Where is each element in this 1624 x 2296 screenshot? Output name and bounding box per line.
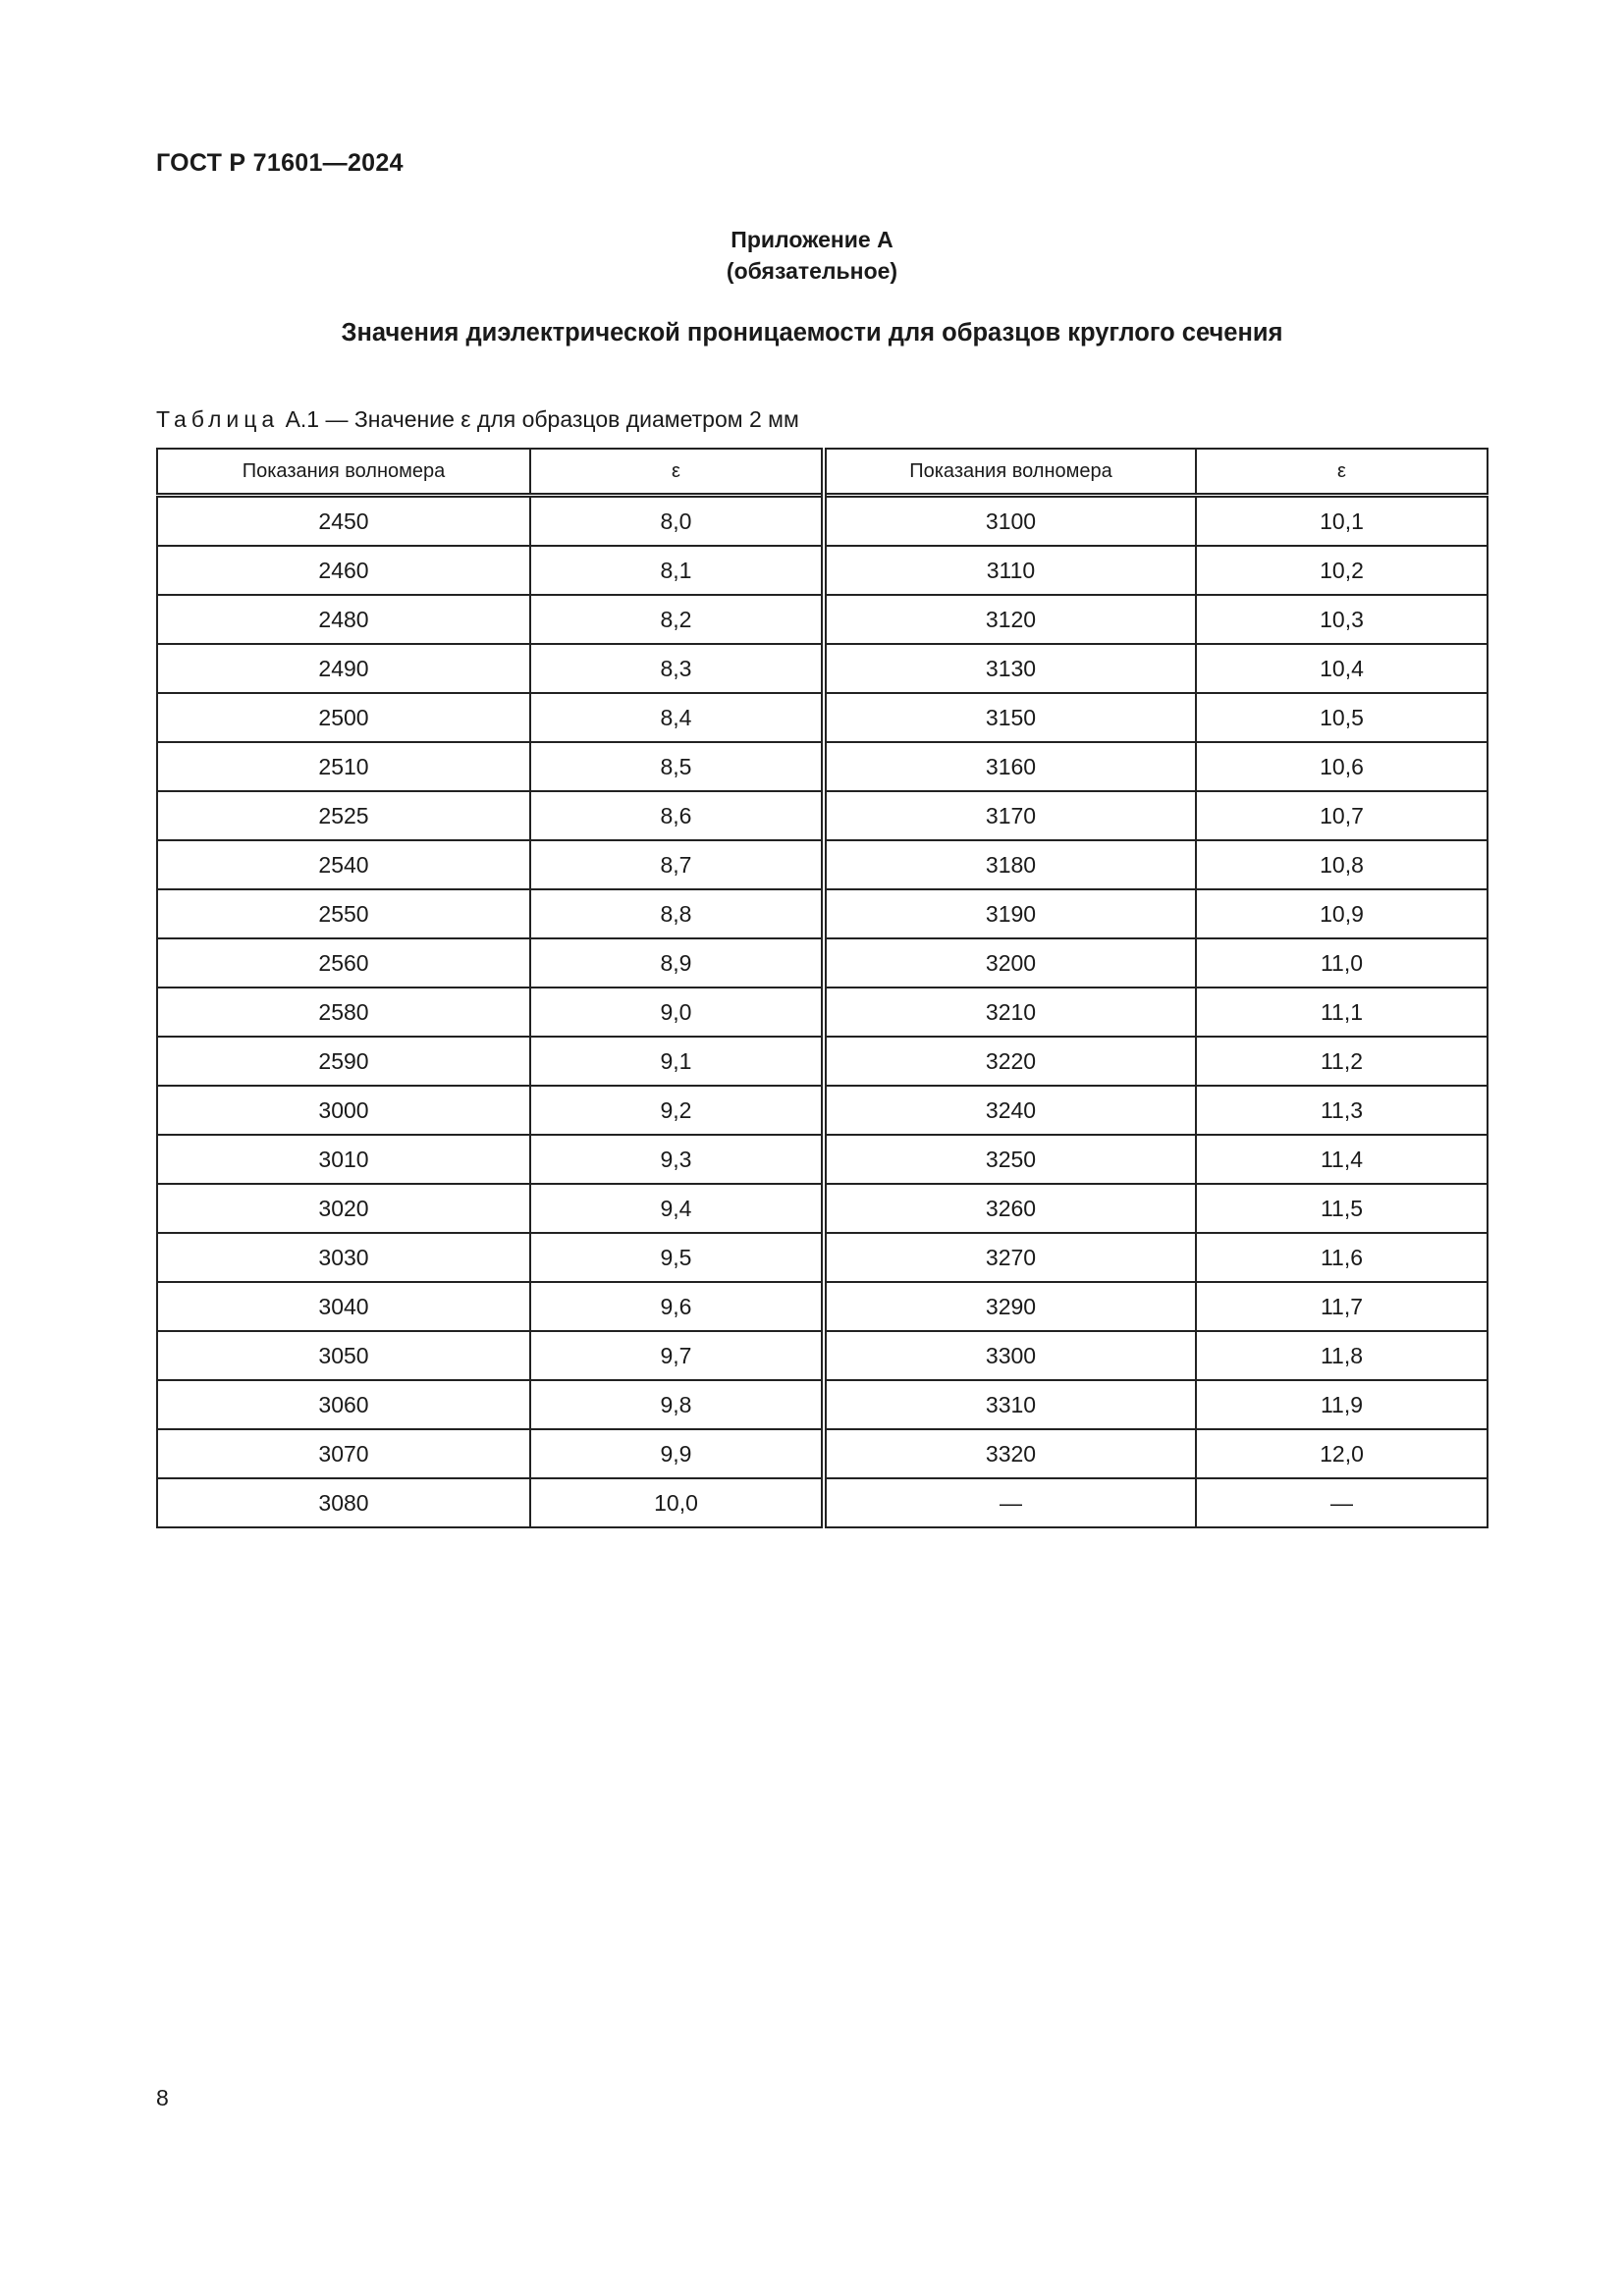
table-row [157,1233,1488,1282]
header-wavemeter-left: Показания волномера [157,449,530,496]
cell-wavemeter-right: 3320 [824,1429,1196,1478]
cell-wavemeter-left: 3040 [157,1282,530,1331]
cell-wavemeter-right: 3120 [824,595,1196,644]
cell-epsilon-right: 10,1 [1196,496,1488,547]
table-row [157,1282,1488,1331]
permittivity-table [156,448,1489,1528]
table-body [157,496,1488,1528]
cell-epsilon-right: 11,8 [1196,1331,1488,1380]
table-row [157,988,1488,1037]
cell-wavemeter-left: 3020 [157,1184,530,1233]
cell-wavemeter-left: 2525 [157,791,530,840]
cell-wavemeter-right: 3150 [824,693,1196,742]
cell-wavemeter-left: 2580 [157,988,530,1037]
cell-wavemeter-left: 3050 [157,1331,530,1380]
cell-wavemeter-left: 2480 [157,595,530,644]
table-row [157,1331,1488,1380]
document-code: ГОСТ Р 71601—2024 [156,149,404,177]
cell-wavemeter-left: 2540 [157,840,530,889]
cell-wavemeter-right: 3160 [824,742,1196,791]
cell-epsilon-right: 10,9 [1196,889,1488,938]
cell-epsilon-left: 8,7 [530,840,824,889]
cell-wavemeter-right: 3220 [824,1037,1196,1086]
table-row [157,1184,1488,1233]
cell-epsilon-left: 8,2 [530,595,824,644]
table-row [157,889,1488,938]
cell-epsilon-right: 10,6 [1196,742,1488,791]
cell-wavemeter-left: 2500 [157,693,530,742]
cell-epsilon-right: 11,5 [1196,1184,1488,1233]
cell-epsilon-right: 12,0 [1196,1429,1488,1478]
cell-wavemeter-right: 3170 [824,791,1196,840]
cell-epsilon-left: 8,1 [530,546,824,595]
cell-wavemeter-left: 2590 [157,1037,530,1086]
header-epsilon-right: ε [1196,449,1488,496]
cell-wavemeter-left: 2560 [157,938,530,988]
table-row [157,546,1488,595]
cell-epsilon-right: 11,2 [1196,1037,1488,1086]
cell-wavemeter-left: 2460 [157,546,530,595]
cell-epsilon-left: 8,6 [530,791,824,840]
cell-epsilon-left: 9,9 [530,1429,824,1478]
annex-status: (обязательное) [726,258,898,284]
cell-epsilon-left: 9,2 [530,1086,824,1135]
table-row [157,496,1488,547]
cell-wavemeter-right: 3290 [824,1282,1196,1331]
table-row [157,1478,1488,1527]
cell-epsilon-left: 9,3 [530,1135,824,1184]
cell-epsilon-right: 10,7 [1196,791,1488,840]
cell-epsilon-right: 11,6 [1196,1233,1488,1282]
cell-epsilon-right: 11,1 [1196,988,1488,1037]
cell-epsilon-left: 9,0 [530,988,824,1037]
cell-wavemeter-left: 3070 [157,1429,530,1478]
cell-epsilon-right: — [1196,1478,1488,1527]
cell-wavemeter-right: 3300 [824,1331,1196,1380]
header-wavemeter-right: Показания волномера [824,449,1196,496]
header-epsilon-left: ε [530,449,824,496]
cell-epsilon-left: 9,8 [530,1380,824,1429]
table-row [157,938,1488,988]
cell-wavemeter-right: 3190 [824,889,1196,938]
page-number: 8 [156,2085,169,2110]
section-heading: Значения диэлектрической проницаемости для образцов круглого сечения [341,319,1283,347]
table-row [157,1135,1488,1184]
cell-epsilon-right: 11,3 [1196,1086,1488,1135]
cell-epsilon-right: 10,2 [1196,546,1488,595]
table-row [157,791,1488,840]
table-caption-label: Таблица [156,406,280,432]
cell-epsilon-left: 9,6 [530,1282,824,1331]
cell-epsilon-left: 8,5 [530,742,824,791]
cell-wavemeter-right: — [824,1478,1196,1527]
cell-epsilon-left: 9,4 [530,1184,824,1233]
cell-wavemeter-right: 3100 [824,496,1196,547]
cell-wavemeter-left: 3060 [157,1380,530,1429]
cell-epsilon-left: 8,4 [530,693,824,742]
table-row [157,1429,1488,1478]
cell-epsilon-left: 8,9 [530,938,824,988]
annex-title: Приложение А [731,227,893,252]
cell-wavemeter-right: 3180 [824,840,1196,889]
table-caption [156,406,799,433]
table-row [157,1380,1488,1429]
cell-epsilon-right: 10,4 [1196,644,1488,693]
cell-epsilon-left: 8,3 [530,644,824,693]
cell-wavemeter-right: 3210 [824,988,1196,1037]
cell-wavemeter-left: 2550 [157,889,530,938]
cell-wavemeter-right: 3260 [824,1184,1196,1233]
cell-epsilon-left: 9,1 [530,1037,824,1086]
cell-wavemeter-left: 2490 [157,644,530,693]
cell-epsilon-right: 10,5 [1196,693,1488,742]
cell-epsilon-right: 10,3 [1196,595,1488,644]
cell-wavemeter-right: 3250 [824,1135,1196,1184]
cell-epsilon-left: 8,0 [530,496,824,547]
table-caption-text: А.1 — Значение ε для образцов диаметром 2 мм [285,406,799,432]
cell-wavemeter-right: 3270 [824,1233,1196,1282]
cell-wavemeter-right: 3310 [824,1380,1196,1429]
cell-wavemeter-left: 3000 [157,1086,530,1135]
cell-wavemeter-left: 3010 [157,1135,530,1184]
table-row [157,595,1488,644]
table-header-row [157,449,1488,496]
cell-epsilon-left: 10,0 [530,1478,824,1527]
cell-wavemeter-left: 2510 [157,742,530,791]
cell-epsilon-left: 9,5 [530,1233,824,1282]
cell-wavemeter-right: 3130 [824,644,1196,693]
cell-wavemeter-left: 3080 [157,1478,530,1527]
cell-epsilon-right: 11,9 [1196,1380,1488,1429]
cell-epsilon-left: 8,8 [530,889,824,938]
table-row [157,742,1488,791]
cell-epsilon-right: 10,8 [1196,840,1488,889]
cell-wavemeter-right: 3200 [824,938,1196,988]
table-row [157,693,1488,742]
cell-wavemeter-left: 2450 [157,496,530,547]
table-row [157,644,1488,693]
table-row [157,1037,1488,1086]
cell-wavemeter-right: 3240 [824,1086,1196,1135]
cell-wavemeter-left: 3030 [157,1233,530,1282]
table-row [157,1086,1488,1135]
cell-wavemeter-right: 3110 [824,546,1196,595]
cell-epsilon-left: 9,7 [530,1331,824,1380]
cell-epsilon-right: 11,7 [1196,1282,1488,1331]
table-row [157,840,1488,889]
cell-epsilon-right: 11,0 [1196,938,1488,988]
cell-epsilon-right: 11,4 [1196,1135,1488,1184]
